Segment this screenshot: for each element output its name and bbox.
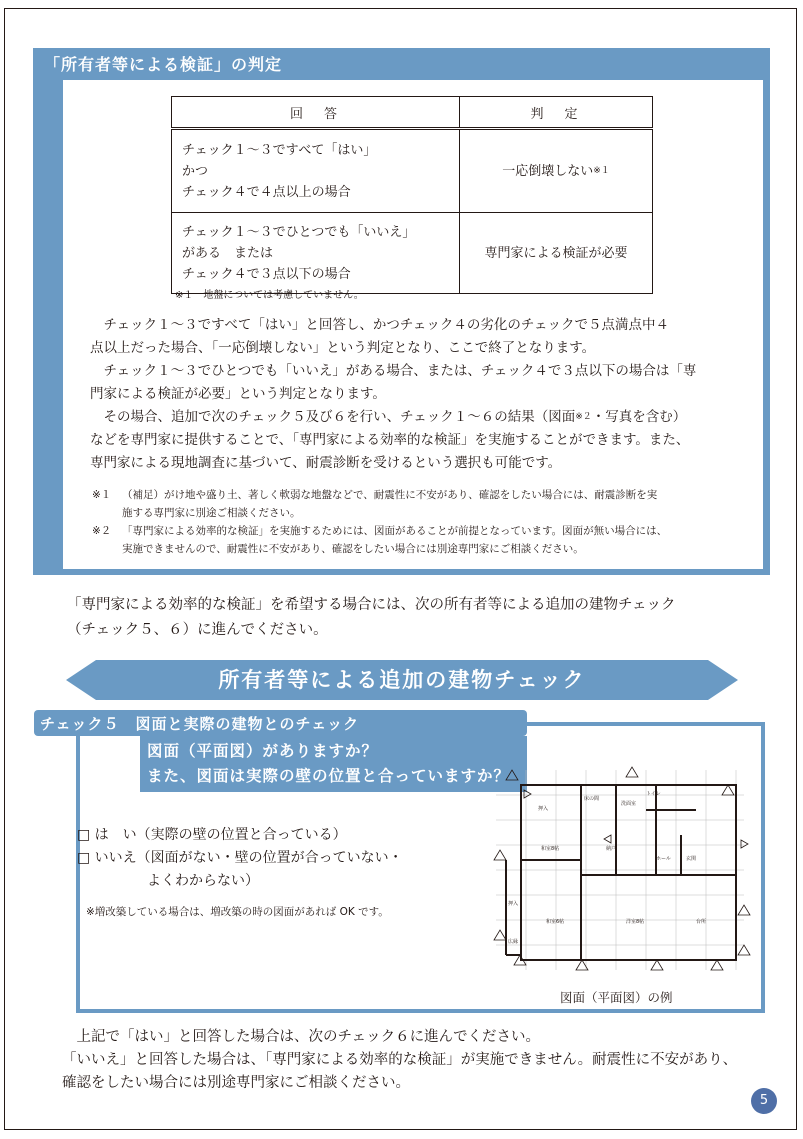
- paragraph: [90, 406, 750, 475]
- footnote-ref: ※１: [593, 165, 610, 176]
- plan-room-label: 床の間: [584, 796, 600, 802]
- plan-room-label: 洋室8帖: [626, 919, 645, 925]
- plan-room-label: トイレ: [646, 791, 661, 797]
- result-text: 一応倒壊しない: [502, 163, 594, 179]
- text-part: その場合、追加で次のチェック５及び６を行い、チェック１～６の結果（図面: [90, 409, 576, 425]
- option-yes-checkbox[interactable]: □ は い（実際の壁の位置と合っている）: [77, 827, 347, 843]
- intro-text: [67, 593, 676, 643]
- answer-line: チェック４で４点以上の場合: [182, 184, 351, 200]
- answer-line: チェック１～３ですべて「はい」: [182, 142, 377, 158]
- option-no-continued: よくわからない）: [77, 873, 259, 889]
- option-no-checkbox[interactable]: □ いいえ（図面がない・壁の位置が合っていない・: [77, 850, 403, 866]
- answer-options: [77, 824, 403, 893]
- plan-room-label: 洗面室: [621, 801, 637, 807]
- paragraph-line: チェック１～３ですべて「はい」と回答し、かつチェック４の劣化のチェックで５点満点中４: [90, 317, 670, 333]
- table-header-answer: 回 答: [172, 97, 460, 129]
- plan-room-label: 玄関: [686, 856, 697, 862]
- table-header-result: 判 定: [460, 97, 653, 129]
- check5-label: チェック５ 図面と実際の建物とのチェック: [40, 715, 360, 733]
- paragraph-line: [90, 406, 750, 429]
- footnote-mark: ※２: [92, 525, 112, 537]
- result-text: 専門家による検証が必要: [484, 245, 628, 261]
- plan-room-label: 和室6帖: [546, 919, 565, 925]
- conclusion-text: [62, 1026, 737, 1095]
- banner-title: 所有者等による追加の建物チェック: [218, 668, 586, 692]
- footnote: [92, 522, 667, 558]
- paragraph-line: 門家による検証が必要」という判定となります。: [90, 386, 386, 402]
- question-line: 図面（平面図）がありますか？: [147, 742, 379, 760]
- answer-cell: [172, 129, 460, 213]
- renovation-note: ※増改築している場合は、増改築の時の図面があれば OK です。: [86, 906, 389, 918]
- answer-line: がある または: [182, 245, 274, 261]
- table-row: [172, 129, 653, 213]
- footnote-line: 施する専門家に別途ご相談ください。: [122, 507, 301, 519]
- paragraph: [90, 360, 750, 406]
- paragraph-line: 専門家による現地調査に基づいて、耐震診断を受けるという選択も可能です。: [90, 455, 562, 471]
- answer-line: かつ: [182, 163, 209, 179]
- paragraph-line: チェック１～３でひとつでも「いいえ」がある場合、または、チェック４で３点以下の場合は「専: [90, 363, 697, 379]
- plan-room-label: 和室8帖: [541, 846, 560, 852]
- plan-room-label: 台所: [696, 919, 707, 925]
- table-note: ※１ 地盤については考慮していません。: [175, 290, 364, 301]
- intro-line: （チェック５、６）に進んでください。: [67, 622, 328, 638]
- plan-caption: 図面（平面図）の例: [560, 990, 673, 1005]
- conclusion-line: 上記で「はい」と回答した場合は、次のチェック６に進んでください。: [62, 1029, 541, 1045]
- conclusion-line: 「いいえ」と回答した場合は、「専門家による効率的な検証」が実施できません。耐震性に不安があり、: [62, 1052, 738, 1068]
- plan-room-label: 押入: [508, 901, 519, 907]
- intro-line: 「専門家による効率的な検証」を希望する場合には、次の所有者等による追加の建物チェック: [67, 597, 676, 613]
- section-title: 「所有者等による検証」の判定: [44, 55, 283, 74]
- plan-labels: [508, 791, 706, 945]
- footnote-line: 「専門家による効率的な検証」を実施するためには、図面があることが前提となっています。図面が無い場合には、: [122, 525, 668, 537]
- footnote: [92, 486, 657, 522]
- result-cell: [460, 129, 653, 213]
- footnote-line: （補足）がけ地や盛り土、著しく軟弱な地盤などで、耐震性に不安があり、確認をしたい場合には、耐震診断を実: [122, 489, 658, 501]
- text-part: ・写真を含む）: [591, 409, 687, 425]
- plan-grid: [496, 770, 744, 970]
- result-cell: [460, 213, 653, 294]
- table-row: [172, 213, 653, 294]
- plan-room-label: 納戸: [606, 846, 617, 852]
- question-line: また、図面は実際の壁の位置と合っていますか？: [147, 767, 511, 785]
- page-number: 5: [751, 1088, 777, 1114]
- plan-room-label: ホール: [656, 856, 671, 862]
- plan-symbols: [494, 767, 750, 970]
- answer-line: チェック４で３点以下の場合: [182, 266, 351, 282]
- paragraph: [90, 314, 750, 360]
- paragraph-line: 点以上だった場合、「一応倒壊しない」という判定となり、ここで終了となります。: [90, 340, 596, 356]
- floor-plan-image: [486, 765, 754, 980]
- paragraph-line: などを専門家に提供することで、「専門家による効率的な検証」を実施することができます。また、: [90, 432, 690, 448]
- answer-cell: [172, 213, 460, 294]
- answer-line: チェック１～３でひとつでも「いいえ」: [182, 224, 416, 240]
- judgement-table: [171, 96, 653, 294]
- question-text: [147, 739, 510, 789]
- footnote-line: 実施できませんので、耐震性に不安があり、確認をしたい場合には別途専門家にご相談ください。: [122, 543, 584, 555]
- plan-room-label: 押入: [538, 806, 549, 812]
- plan-room-label: 広縁: [508, 939, 519, 945]
- footnote-mark: ※１: [92, 489, 112, 501]
- footnote-ref: ※２: [575, 412, 592, 422]
- conclusion-line: 確認をしたい場合には別途専門家にご相談ください。: [62, 1075, 410, 1091]
